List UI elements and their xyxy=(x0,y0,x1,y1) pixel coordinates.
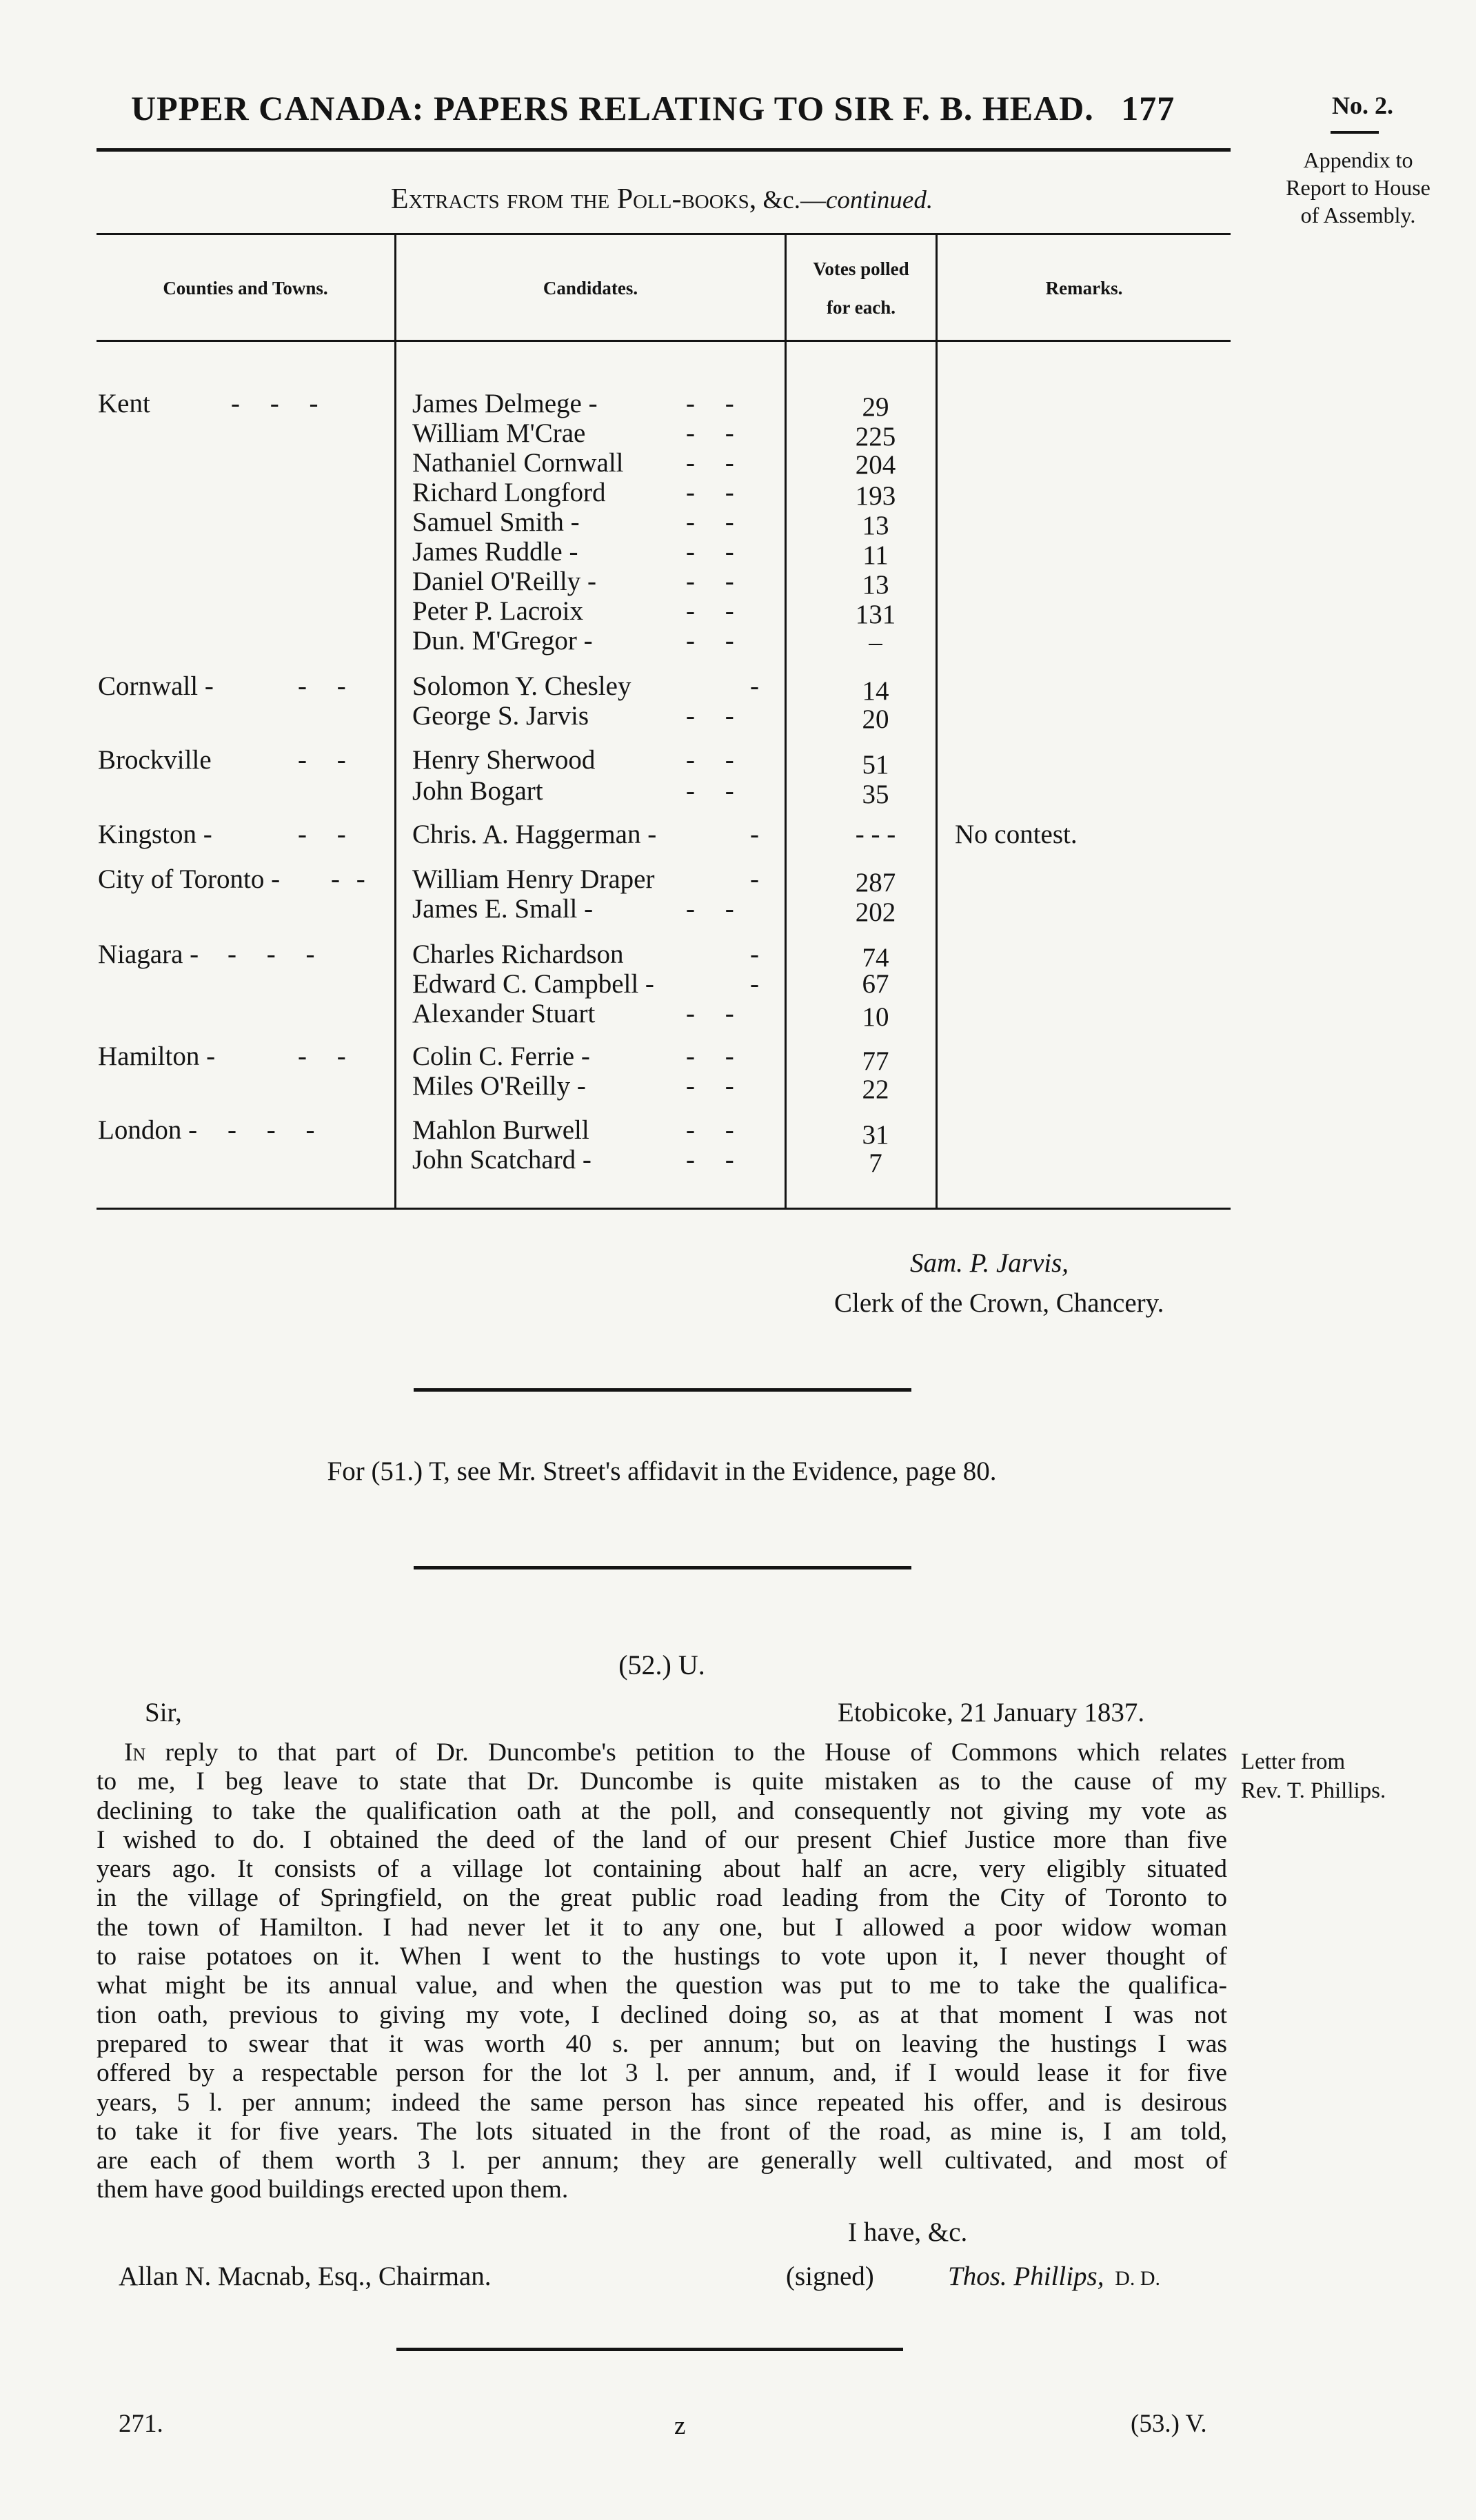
letter-line: I wished to do. I obtained the deed of the land of our present Chief Justice more than five xyxy=(97,1825,1227,1854)
leader-dash: - - - xyxy=(228,1115,315,1145)
county-cell: Kingston - xyxy=(98,820,212,849)
col-header-remarks: Remarks. xyxy=(1045,278,1123,298)
column-divider xyxy=(936,233,938,1208)
county-cell: Niagara - xyxy=(98,939,199,969)
candidate-cell: Colin C. Ferrie - xyxy=(412,1041,590,1071)
votes-cell: 22 xyxy=(862,1075,889,1104)
candidate-cell: Mahlon Burwell xyxy=(412,1115,589,1145)
letter-signer xyxy=(948,2261,1160,2292)
leader-dash: - xyxy=(750,939,759,969)
leader-dash: - - xyxy=(298,1041,346,1071)
candidate-cell: Richard Longford xyxy=(412,478,606,507)
county-cell: City of Toronto - xyxy=(98,864,281,894)
candidate-cell: Dun. M'Gregor - xyxy=(412,626,593,656)
number-tag: No. 2. xyxy=(1332,92,1393,119)
number-tag-rule xyxy=(1331,131,1379,134)
letter-line: what might be its annual value, and when the question was put to me to take the qualifica- xyxy=(97,1971,1227,2000)
votes-cell: 10 xyxy=(862,1002,889,1032)
letter-line: declining to take the qualification oath at the poll, and consequently not giving my vote as xyxy=(97,1796,1227,1825)
votes-cell: 14 xyxy=(862,676,889,706)
reference-note: For (51.) T, see Mr. Street's affidavit in the Evidence, page 80. xyxy=(327,1456,997,1486)
candidate-cell: Alexander Stuart xyxy=(412,999,596,1028)
candidate-cell: Peter P. Lacroix xyxy=(412,596,584,626)
letter-line: to raise potatoes on it. When I went to the hustings to vote upon it, I never thought of xyxy=(97,1942,1227,1971)
table-head-rule xyxy=(97,340,1231,342)
leader-dash: - - xyxy=(298,671,346,701)
letter-body xyxy=(97,1738,1227,2205)
leader-dash: - - xyxy=(686,745,734,775)
col-header-votes xyxy=(787,250,936,327)
letter-salutation: Sir, xyxy=(145,1698,182,1727)
votes-cell: 31 xyxy=(862,1120,889,1150)
leader-dash: - - xyxy=(686,626,734,656)
appendix-note-line: of Assembly. xyxy=(1300,203,1416,227)
running-title-text: UPPER CANADA: PAPERS RELATING TO SIR F. B. HEAD. xyxy=(131,89,1094,128)
leader-dash: - - xyxy=(686,478,734,507)
candidate-cell: William M'Crae xyxy=(412,418,586,448)
votes-cell: 225 xyxy=(855,422,896,451)
leader-dash: - - xyxy=(331,864,365,894)
header-rule xyxy=(97,148,1231,152)
candidate-cell: Edward C. Campbell - xyxy=(412,969,654,999)
leader-dash: - - xyxy=(686,1115,734,1145)
letter-place-date: Etobicoke, 21 January 1837. xyxy=(838,1698,1145,1727)
leader-dash: - - xyxy=(686,776,734,806)
county-cell: Brockville xyxy=(98,745,212,775)
letter-line: them have good buildings erected upon them. xyxy=(97,2175,569,2204)
leader-dash: - - xyxy=(686,507,734,537)
section-rule xyxy=(414,1566,911,1569)
county-cell: Cornwall - xyxy=(98,671,214,701)
votes-cell: 35 xyxy=(862,780,889,809)
footer-gathering-mark: z xyxy=(674,2412,686,2440)
signer-suffix: D. D. xyxy=(1115,2267,1161,2290)
running-title xyxy=(131,88,1234,128)
candidate-cell: Miles O'Reilly - xyxy=(412,1071,586,1101)
votes-cell: 204 xyxy=(855,450,896,480)
votes-cell: - - - xyxy=(855,820,896,849)
column-divider xyxy=(394,233,396,1208)
candidate-cell: Chris. A. Haggerman - xyxy=(412,820,657,849)
remark-cell: No contest. xyxy=(955,820,1078,849)
letter-addressee: Allan N. Macnab, Esq., Chairman. xyxy=(119,2262,492,2291)
county-cell: Kent xyxy=(98,389,150,418)
table-top-rule xyxy=(97,233,1231,235)
candidate-cell: Samuel Smith - xyxy=(412,507,580,537)
leader-dash: - - xyxy=(686,389,734,418)
side-note-line: Rev. T. Phillips. xyxy=(1241,1778,1386,1803)
letter-line: offered by a respectable person for the lot 3 l. per annum, and, if I would lease it for five xyxy=(97,2059,1227,2088)
votes-cell: 77 xyxy=(862,1046,889,1076)
votes-cell: – xyxy=(869,627,882,657)
votes-cell: 7 xyxy=(869,1148,882,1178)
candidate-cell: James Delmege - xyxy=(412,389,598,418)
candidate-cell: James Ruddle - xyxy=(412,537,578,567)
votes-cell: 13 xyxy=(862,511,889,540)
votes-cell: 193 xyxy=(855,481,896,511)
signer-name: Thos. Phillips, xyxy=(948,2262,1104,2291)
column-divider xyxy=(785,233,787,1208)
appendix-note-line: Appendix to xyxy=(1303,148,1413,172)
candidate-cell: Nathaniel Cornwall xyxy=(412,448,624,478)
letter-line: years, 5 l. per annum; indeed the same person has since repeated his offer, and is desirous xyxy=(97,2088,1227,2117)
votes-cell: 13 xyxy=(862,570,889,600)
leader-dash: - - xyxy=(686,894,734,924)
candidate-cell: William Henry Draper xyxy=(412,864,655,894)
leader-dash: - - xyxy=(686,567,734,596)
letter-line: are each of them worth 3 l. per annum; they are generally well cultivated, and most of xyxy=(97,2146,1227,2175)
appendix-note-line: Report to House xyxy=(1286,175,1430,200)
col-header-candidates: Candidates. xyxy=(543,278,638,298)
letter-line-text: reply to that part of Dr. Duncombe's petition to the House of Commons which relates xyxy=(145,1738,1227,1767)
county-cell: London - xyxy=(98,1115,198,1145)
candidate-cell: Daniel O'Reilly - xyxy=(412,567,596,596)
leader-dash: - - xyxy=(686,448,734,478)
leader-dash: - - - xyxy=(228,939,315,969)
candidate-cell: James E. Small - xyxy=(412,894,594,924)
letter-line: in the village of Springfield, on the great public road leading from the City of Toronto to xyxy=(97,1884,1227,1913)
table-caption-italic: continued. xyxy=(825,186,933,214)
leader-dash: - - xyxy=(686,537,734,567)
candidate-cell: John Scatchard - xyxy=(412,1145,592,1175)
votes-cell: 20 xyxy=(862,704,889,734)
votes-cell: 74 xyxy=(862,943,889,973)
section-rule xyxy=(396,2348,903,2351)
candidate-cell: Henry Sherwood xyxy=(412,745,596,775)
footer-catchword: (53.) V. xyxy=(1131,2410,1207,2438)
letter-line: prepared to swear that it was worth 40 s. per annum; but on leaving the hustings I was xyxy=(97,2029,1227,2058)
clerk-title: Clerk of the Crown, Chancery. xyxy=(834,1288,1164,1318)
col-header-votes-line: Votes polled xyxy=(813,258,909,279)
letter-side-note xyxy=(1241,1747,1448,1805)
letter-opening: In xyxy=(124,1738,146,1767)
table-bottom-rule xyxy=(97,1208,1231,1210)
candidate-cell: George S. Jarvis xyxy=(412,701,589,731)
letter-line: years ago. It consists of a village lot containing about half an acre, very eligibly situated xyxy=(97,1855,1227,1884)
leader-dash: - xyxy=(750,820,759,849)
leader-dash: - xyxy=(750,969,759,999)
letter-line: tion oath, previous to giving my vote, I declined doing so, as at that moment I was not xyxy=(97,2000,1227,2029)
leader-dash: - - xyxy=(686,1041,734,1071)
votes-cell: 287 xyxy=(855,868,896,897)
county-cell: Hamilton - xyxy=(98,1041,216,1071)
votes-cell: 202 xyxy=(855,897,896,927)
leader-dash: - - xyxy=(686,999,734,1028)
letter-line xyxy=(97,1738,1227,1767)
leader-dash: - - xyxy=(686,418,734,448)
leader-dash: - - - xyxy=(231,389,319,418)
candidate-cell: Solomon Y. Chesley xyxy=(412,671,631,701)
leader-dash: - - xyxy=(298,745,346,775)
votes-cell: 51 xyxy=(862,750,889,780)
leader-dash: - - xyxy=(686,596,734,626)
leader-dash: - xyxy=(750,864,759,894)
footer-signature-mark: 271. xyxy=(119,2410,163,2438)
clerk-name: Sam. P. Jarvis, xyxy=(910,1248,1069,1278)
table-caption xyxy=(97,183,1227,216)
col-header-votes-line: for each. xyxy=(827,297,896,318)
leader-dash: - - xyxy=(686,1071,734,1101)
candidate-cell: Charles Richardson xyxy=(412,939,624,969)
leader-dash: - - xyxy=(686,1145,734,1175)
votes-cell: 131 xyxy=(855,600,896,629)
col-header-county: Counties and Towns. xyxy=(163,278,328,298)
page-number: 177 xyxy=(1121,89,1175,128)
leader-dash: - - xyxy=(686,701,734,731)
leader-dash: - xyxy=(750,671,759,701)
appendix-note xyxy=(1255,146,1462,229)
letter-heading: (52.) U. xyxy=(618,1649,705,1680)
votes-cell: 11 xyxy=(862,540,889,570)
table-caption-sc: Extracts from the Poll-books, xyxy=(390,183,757,215)
candidate-cell: John Bogart xyxy=(412,776,543,806)
letter-closing: I have, &c. xyxy=(848,2217,968,2247)
votes-cell: 67 xyxy=(862,969,889,999)
section-rule xyxy=(414,1388,911,1392)
letter-line: to take it for five years. The lots situated in the front of the road, as mine is, I am told, xyxy=(97,2117,1227,2146)
letter-line: to me, I beg leave to state that Dr. Duncombe is quite mistaken as to the cause of my xyxy=(97,1767,1227,1796)
votes-cell: 29 xyxy=(862,392,889,422)
leader-dash: - - xyxy=(298,820,346,849)
letter-line: the town of Hamilton. I had never let it to any one, but I allowed a poor widow woman xyxy=(97,1913,1227,1942)
side-note-line: Letter from xyxy=(1241,1749,1346,1774)
table-caption-rest: &c.— xyxy=(756,186,826,214)
signed-label: (signed) xyxy=(786,2262,874,2291)
